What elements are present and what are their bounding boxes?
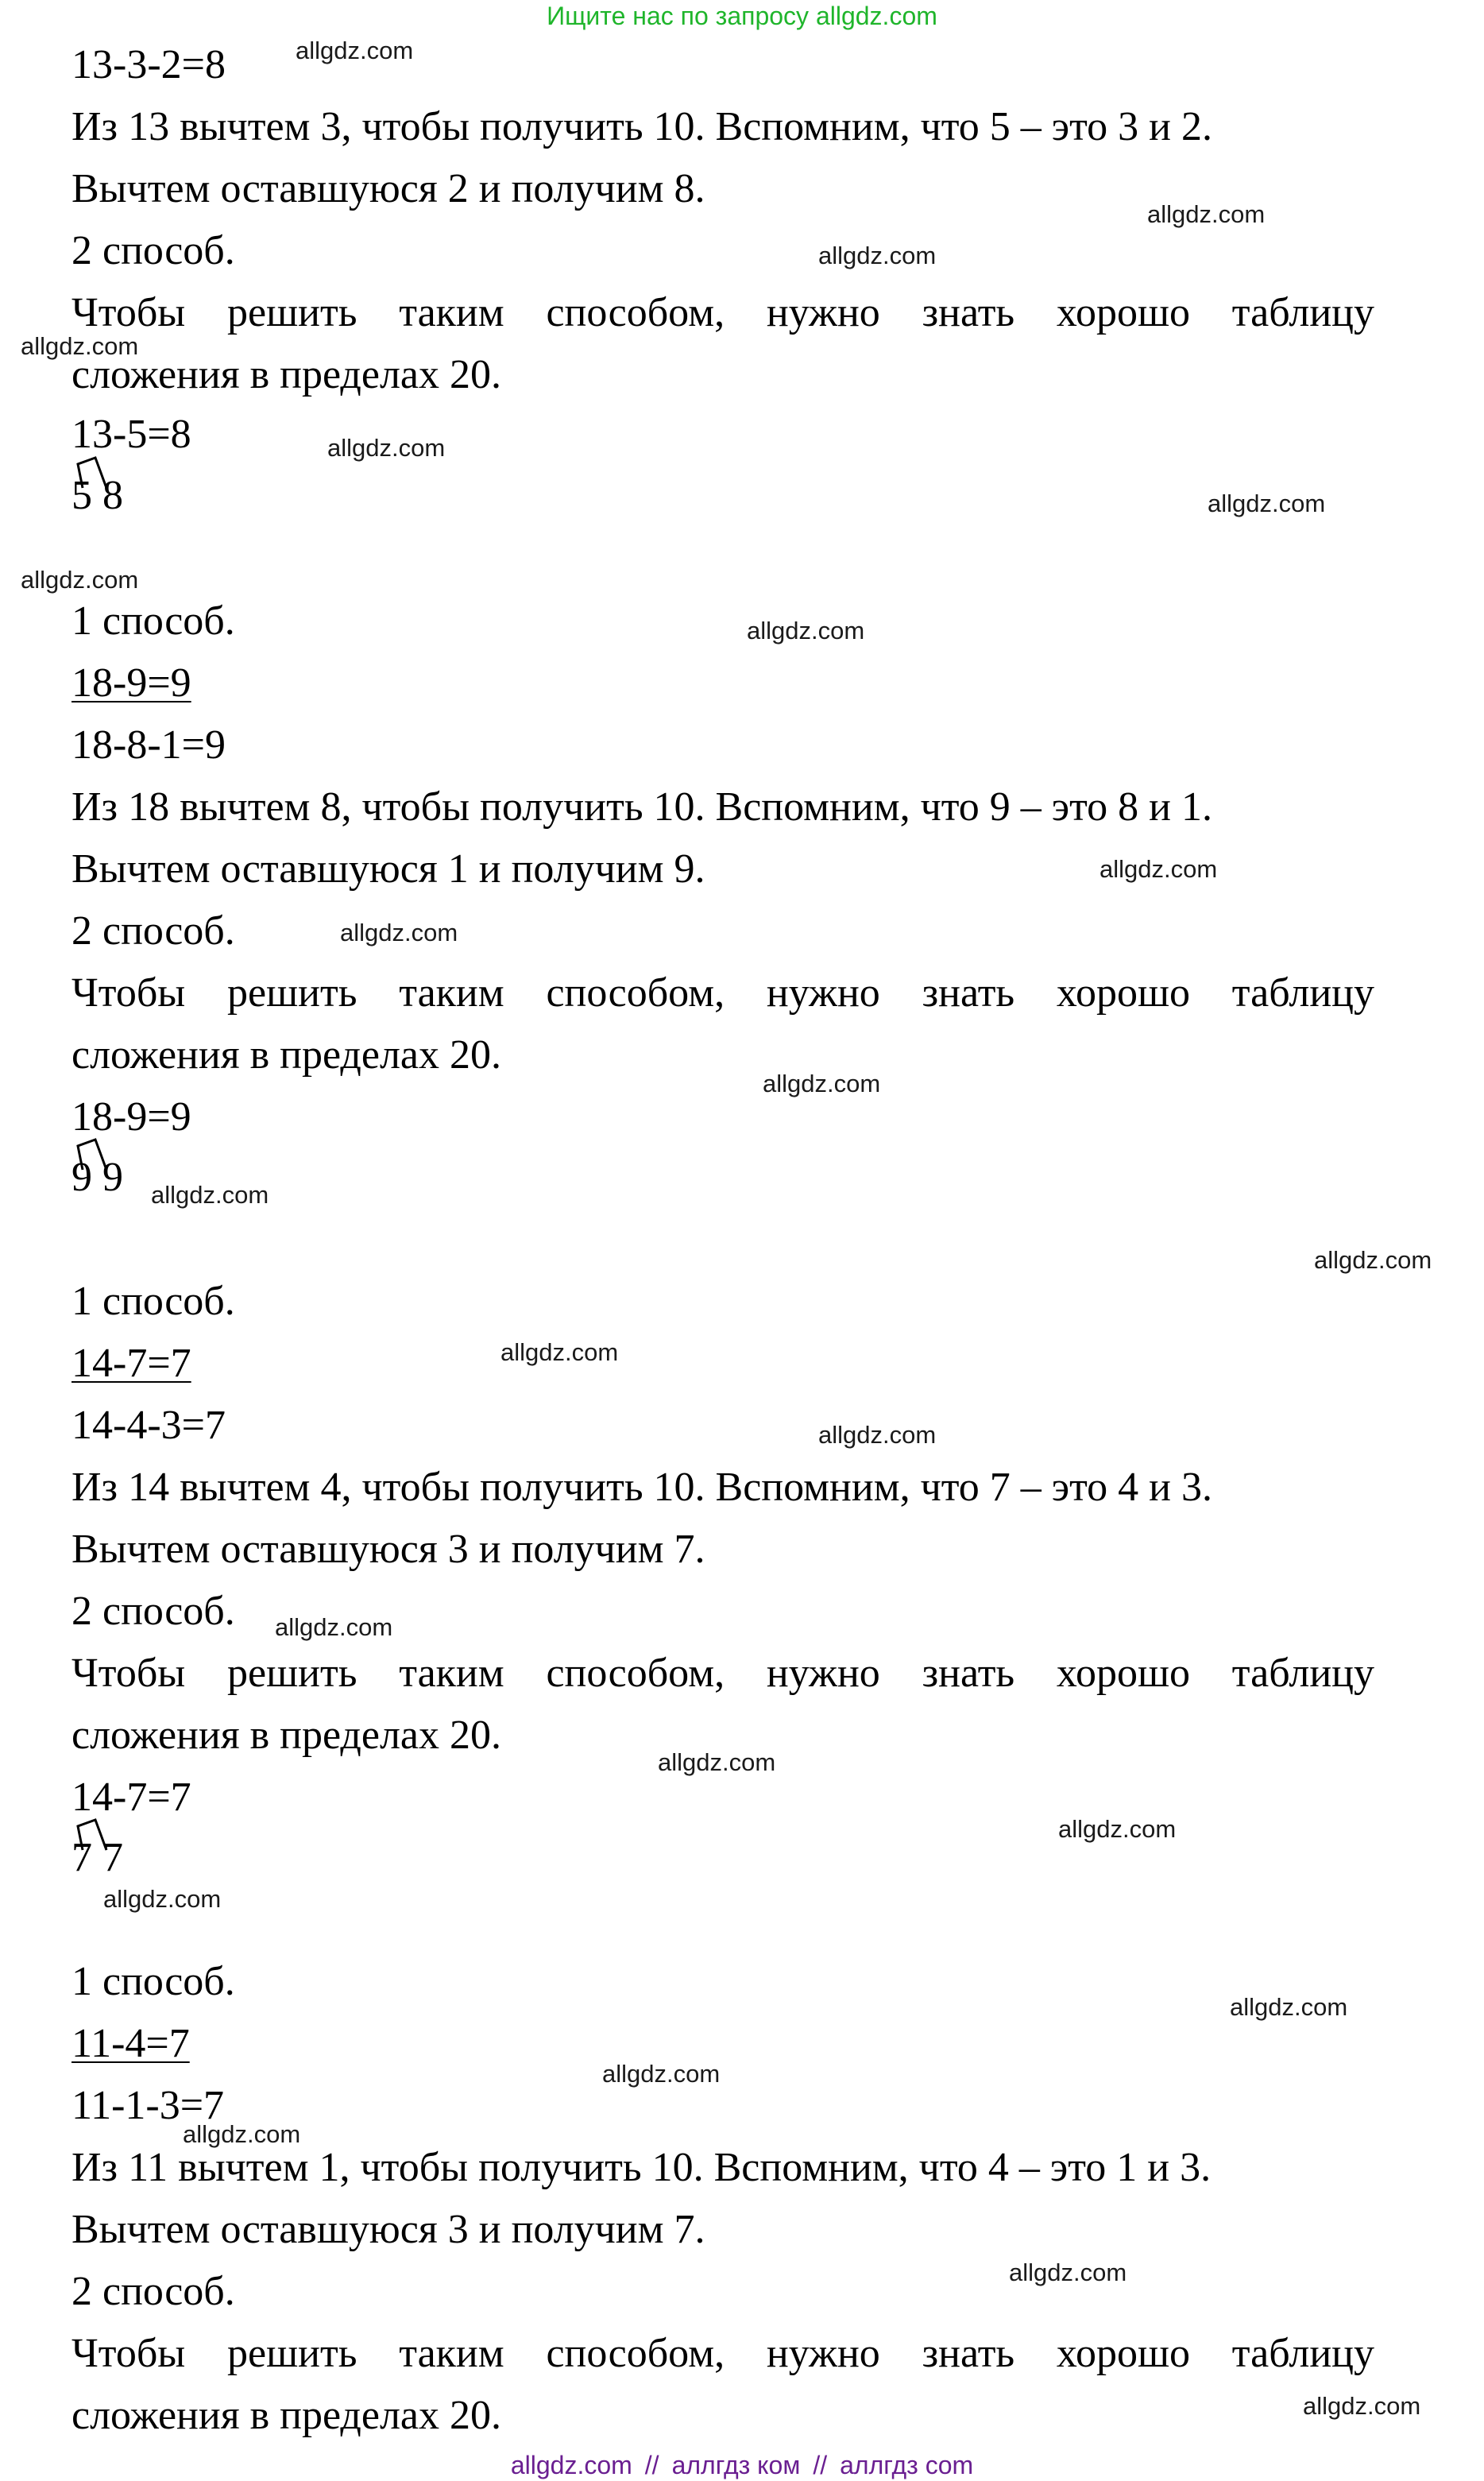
explanation-line: Чтобы решить таким способом, нужно знать хорошо таблицу <box>71 290 1374 335</box>
explanation-line: Вычтем оставшуюся 1 и получим 9. <box>71 846 705 892</box>
watermark: allgdz.com <box>21 332 139 360</box>
watermark: allgdz.com <box>763 1070 881 1097</box>
decomposition-numbers: 7 7 <box>71 1835 123 1880</box>
watermark: allgdz.com <box>1303 2392 1421 2420</box>
method-heading: 2 способ. <box>71 228 235 273</box>
watermark: allgdz.com <box>1314 1246 1432 1274</box>
watermark: allgdz.com <box>151 1181 269 1209</box>
watermark: allgdz.com <box>275 1613 393 1641</box>
watermark: allgdz.com <box>21 566 139 594</box>
footer-link[interactable]: allgdz.com <box>510 2451 632 2479</box>
explanation-line: Вычтем оставшуюся 2 и получим 8. <box>71 166 705 211</box>
watermark: allgdz.com <box>818 1421 937 1449</box>
top-banner[interactable]: Ищите нас по запросу allgdz.com <box>547 2 937 30</box>
equation: 14-4-3=7 <box>71 1403 226 1448</box>
footer-separator: // <box>813 2451 828 2479</box>
explanation-line: Чтобы решить таким способом, нужно знать хорошо таблицу <box>71 2331 1374 2376</box>
explanation-line: Чтобы решить таким способом, нужно знать хорошо таблицу <box>71 970 1374 1016</box>
watermark: allgdz.com <box>183 2120 301 2148</box>
method-heading: 1 способ. <box>71 598 235 644</box>
footer-links <box>0 2449 1484 2481</box>
method-heading: 2 способ. <box>71 2269 235 2314</box>
explanation-line: Из 13 вычтем 3, чтобы получить 10. Вспомним, что 5 – это 3 и 2. <box>71 104 1212 149</box>
equation: 14-7=7 <box>71 1775 191 1820</box>
equation: 13-3-2=8 <box>71 42 226 87</box>
watermark: allgdz.com <box>747 617 865 644</box>
method-heading: 1 способ. <box>71 1279 235 1324</box>
explanation-line: Из 11 вычтем 1, чтобы получить 10. Вспомним, что 4 – это 1 и 3. <box>71 2145 1212 2190</box>
equation: 11-1-3=7 <box>71 2083 225 2128</box>
decomposition-numbers: 5 8 <box>71 473 123 518</box>
watermark: allgdz.com <box>327 434 446 462</box>
equation: 18-8-1=9 <box>71 722 226 768</box>
watermark: allgdz.com <box>340 919 458 946</box>
equation: 13-5=8 <box>71 412 191 457</box>
task-equation: 11-4=7 <box>71 2021 190 2066</box>
watermark: allgdz.com <box>658 1748 776 1776</box>
explanation-line: сложения в пределах 20. <box>71 352 501 397</box>
method-heading: 1 способ. <box>71 1959 235 2004</box>
explanation-line: Из 14 вычтем 4, чтобы получить 10. Вспомним, что 7 – это 4 и 3. <box>71 1465 1212 1510</box>
watermark: allgdz.com <box>1230 1993 1348 2021</box>
footer-separator: // <box>644 2451 659 2479</box>
explanation-line: Вычтем оставшуюся 3 и получим 7. <box>71 1527 705 1572</box>
watermark: allgdz.com <box>500 1338 619 1366</box>
watermark: allgdz.com <box>1058 1815 1177 1843</box>
task-equation: 18-9=9 <box>71 660 191 706</box>
explanation-line: Из 18 вычтем 8, чтобы получить 10. Вспомним, что 9 – это 8 и 1. <box>71 784 1212 830</box>
method-heading: 2 способ. <box>71 1589 235 1634</box>
explanation-line: Вычтем оставшуюся 3 и получим 7. <box>71 2207 705 2252</box>
watermark: allgdz.com <box>1147 200 1266 228</box>
watermark: allgdz.com <box>602 2060 721 2088</box>
explanation-line: сложения в пределах 20. <box>71 2393 501 2438</box>
explanation-line: сложения в пределах 20. <box>71 1713 501 1758</box>
method-heading: 2 способ. <box>71 908 235 954</box>
explanation-line: Чтобы решить таким способом, нужно знать хорошо таблицу <box>71 1651 1374 1696</box>
watermark: allgdz.com <box>1099 855 1218 883</box>
explanation-line: сложения в пределах 20. <box>71 1032 501 1078</box>
watermark: allgdz.com <box>1009 2258 1127 2286</box>
watermark: allgdz.com <box>296 37 414 64</box>
equation: 18-9=9 <box>71 1094 191 1140</box>
watermark: allgdz.com <box>1208 490 1326 517</box>
footer-link[interactable]: аллгдз com <box>840 2451 974 2479</box>
watermark: allgdz.com <box>818 242 937 269</box>
footer-link[interactable]: аллгдз ком <box>671 2451 801 2479</box>
decomposition-numbers: 9 9 <box>71 1155 123 1200</box>
task-equation: 14-7=7 <box>71 1341 191 1386</box>
watermark: allgdz.com <box>103 1885 222 1913</box>
